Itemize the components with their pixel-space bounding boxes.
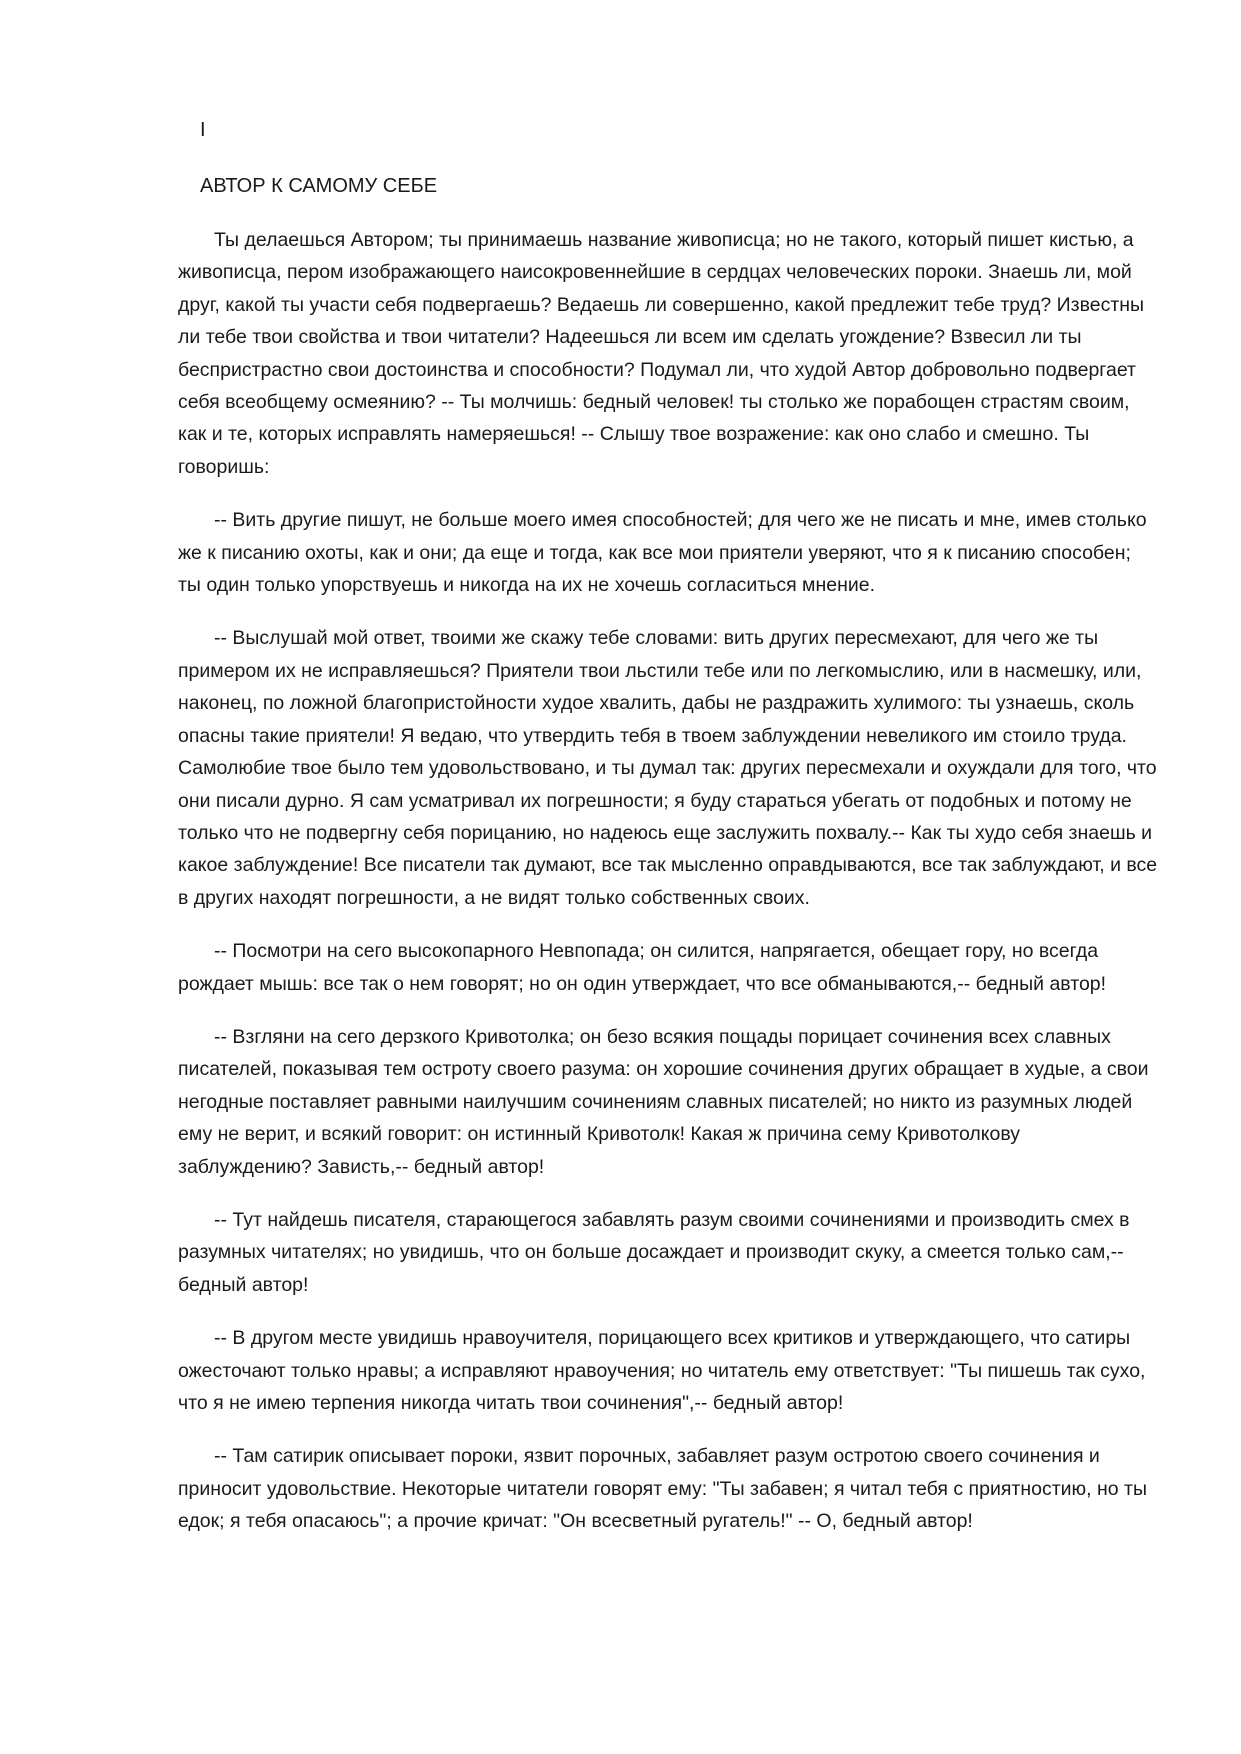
paragraph: -- Взгляни на сего дерзкого Кривотолка; он безо всякия пощады порицает сочинения всех славных писателей, показывая тем остроту своего разума: он хорошие сочинения других обращает в худые, а свои негодные поставляет равными наилучшим сочинениям славных писателей; но никто из разумных людей ему не верит, и всякий говорит: он истинный Кривотолк! Какая ж причина сему Кривотолкову заблуждению? Зависть,-- бедный автор! bbox=[178, 1025, 1149, 1178]
paragraph: -- Тут найдешь писателя, старающегося забавлять разум своими сочинениями и производить смех в разумных читателях; но увидишь, что он больше досаждает и производит скуку, а смеется только сам,-- бедный автор! bbox=[178, 1208, 1130, 1296]
paragraph: -- Выслушай мой ответ, твоими же скажу тебе словами: вить других пересмехают, для чего же ты примером их не исправляешься? Приятели твои льстили тебе или по легкомыслию, или в насмешку, или, наконец, по ложной благопристойности худое хвалить, дабы не раздражить хулимого: ты узнаешь, сколь опасны такие приятели! Я ведаю, что утвердить тебя в твоем заблуждении невеликого им стоило труда. Самолюбие твое было тем удовольствовано, и ты думал так: других пересмехали и охуждали для того, что они писали дурно. Я сам усматривал их погрешности; я буду стараться убегать от подобных и потому не только что не подвергну себя порицанию, но надеюсь еще заслужить похвалу.-- Как ты худо себя знаешь и какое заблуждение! Все писатели так думают, все так мысленно оправдываются, все так заблуждают, и все в других находят погрешности, а не видят только собственных своих. bbox=[178, 627, 1158, 909]
paragraph: -- Вить другие пишут, не больше моего имея способностей; для чего же не писать и мне, имев столько же к писанию охоты, как и они; да еще и тогда, как все мои приятели уверяют, что я к писанию способен; ты один только упорствуешь и никогда на их не хочешь согласиться мнение. bbox=[178, 509, 1147, 597]
chapter-title: АВТОР К САМОМУ СЕБЕ bbox=[200, 175, 438, 197]
body-text bbox=[178, 224, 1158, 1559]
paragraph: Ты делаешься Автором; ты принимаешь название живописца; но не такого, который пишет кистью, а живописца, пером изображающего наисокровеннейшие в сердцах человеческих пороки. Знаешь ли, мой друг, какой ты участи себя подвергаешь? Ведаешь ли совершенно, какой предлежит тебе труд? Известны ли тебе твои свойства и твои читатели? Надеешься ли всем им сделать угождение? Взвесил ли ты беспристрастно свои достоинства и способности? Подумал ли, что худой Автор добровольно подвергает себя всеобщему осмеянию? -- Ты молчишь: бедный человек! ты столько же порабощен страстям своим, как и те, которых исправлять намеряешься! -- Слышу твое возражение: как оно слабо и смешно. Ты говоришь: bbox=[178, 229, 1145, 478]
paragraph: -- Посмотри на сего высокопарного Невпопада; он силится, напрягается, обещает гору, но всегда рождает мышь: все так о нем говорят; но он один утверждает, что все обманываются,-- бедный автор! bbox=[178, 940, 1107, 995]
paragraph: -- В другом месте увидишь нравоучителя, порицающего всех критиков и утверждающего, что сатиры ожесточают только нравы; а исправляют нравоучения; но читатель ему ответствует: "Ты пишешь так сухо, что я не имею терпения никогда читать твои сочинения",-- бедный автор! bbox=[178, 1327, 1146, 1414]
chapter-number: I bbox=[200, 119, 206, 141]
paragraph: -- Там сатирик описывает пороки, язвит порочных, забавляет разум остротою своего сочинения и приносит удовольствие. Некоторые читатели говорят ему: "Ты забавен; я читал тебя с приятностию, но ты едок; я тебя опасаюсь"; а прочие кричат: "Он всесветный ругатель!" -- О, бедный автор! bbox=[178, 1445, 1147, 1533]
